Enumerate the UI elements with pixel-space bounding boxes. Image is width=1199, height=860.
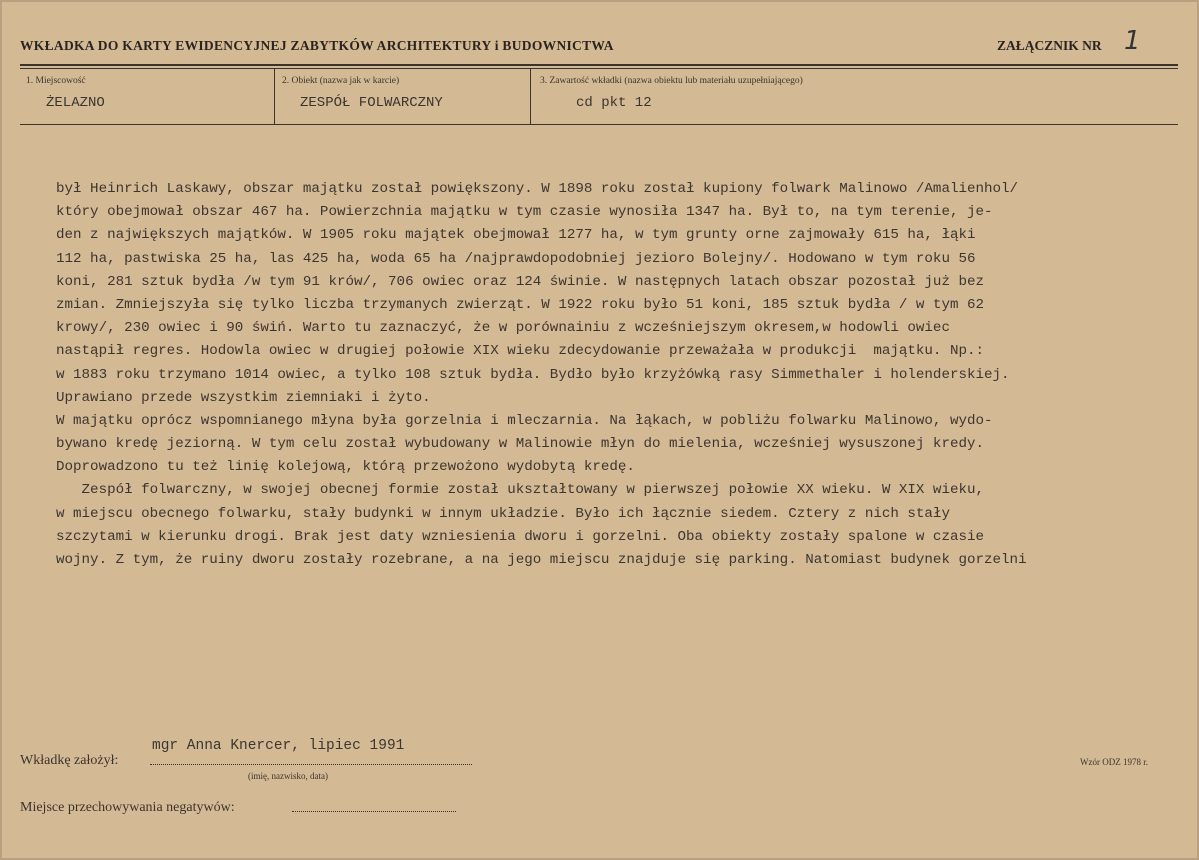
attachment-number: 1 [1124,26,1141,56]
field-content-value: cd pkt 12 [576,95,652,111]
negatives-label: Miejsce przechowywania negatywów: [20,800,235,815]
inserted-by-dotline [150,764,472,765]
text-line: zmian. Zmniejszyła się tylko liczba trzymanych zwierząt. W 1922 roku było 51 koni, 185 sztuk bydła / w tym 62 [56,296,985,313]
text-line: Doprowadzono tu też linię kolejową, którą przewożono wydobytą kredę. [56,459,635,476]
field-content-label: 3. Zawartość wkładki (nazwa obiektu lub materiału uzupełniającego) [540,76,803,86]
field-locality-label: 1. Miejscowość [26,76,86,86]
inserted-by-value: mgr Anna Knercer, lipiec 1991 [152,738,405,754]
text-line: Zespół folwarczny, w swojej obecnej formie został ukształtowany w pierwszej połowie XX wieku. W XIX wieku, [56,482,985,499]
field-object-value: ZESPÓŁ FOLWARCZNY [300,95,443,111]
text-line: wojny. Z tym, że ruiny dworu zostały rozebrane, a na jego miejscu znajduje się parking. Natomiast budynek gorzelni [56,552,1027,568]
text-line: 112 ha, pastwiska 25 ha, las 425 ha, woda 65 ha /najprawdopodobniej jezioro Bolejny/. Hodowano w tym roku 56 [56,250,976,267]
header-rule-thin [20,68,1178,69]
field-divider [274,68,275,124]
body-text [56,178,1199,572]
inserted-by-caption: (imię, nazwisko, data) [248,771,328,781]
text-line: był Heinrich Laskawy, obszar majątku został powiększony. W 1898 roku został kupiony folwark Malinowo /Amalienhol/ [56,181,1019,197]
text-line: który obejmował obszar 467 ha. Powierzchnia majątku w tym czasie wynosiła 1347 ha. Był to, na tym terenie, je- [56,204,993,221]
text-line: bywano kredę jeziorną. W tym celu został wybudowany w Malinowie młyn do mielenia, wcześniej wysuszonej kredy. [56,436,985,453]
negatives-dotline [292,811,456,812]
text-line: den z największych majątków. W 1905 roku majątek obejmował 1277 ha, w tym grunty orne zajmowały 615 ha, łąki [56,227,976,244]
field-locality-value: ŻELAZNO [46,95,105,111]
attachment-label: ZAŁĄCZNIK NR [997,38,1102,53]
text-line: nastąpił regres. Hodowla owiec w drugiej połowie XIX wieku zdecydowanie przeważała w produkcji majątku. Np.: [56,343,985,360]
field-object-label: 2. Obiekt (nazwa jak w karcie) [282,76,400,86]
text-line: krowy/, 230 owiec i 90 świń. Warto tu zaznaczyć, że w porównainiu z wcześniejszym okresem,w hodowli owiec [56,320,950,337]
header-rule [20,64,1178,66]
form-title: WKŁADKA DO KARTY EWIDENCYJNEJ ZABYTKÓW ARCHITEKTURY i BUDOWNICTWA [20,38,614,53]
text-line: koni, 281 sztuk bydła /w tym 91 krów/, 706 owiec oraz 124 świnie. W następnych latach obszar pozostał już bez [56,273,985,290]
text-line: w 1883 roku trzymano 1014 owiec, a tylko 108 sztuk bydła. Bydło było krzyżówką rasy Simmethaler i holenderskiej. [56,366,1010,383]
text-line: szczytami w kierunku drogi. Brak jest daty wzniesienia dworu i gorzelni. Oba obiekty zostały spalone w czasie [56,528,985,545]
text-line: W majątku oprócz wspomnianego młyna była gorzelnia i mleczarnia. Na łąkach, w pobliżu folwarku Malinowo, wydo- [56,412,993,429]
fields-rule [20,124,1178,125]
inserted-by-label: Wkładkę założył: [20,753,119,768]
text-line: w miejscu obecnego folwarku, stały budynki w innym układzie. Było ich łącznie siedem. Cztery z nich stały [56,505,950,522]
field-divider [530,68,531,124]
form-code: Wzór ODZ 1978 r. [1080,757,1148,767]
text-line: Uprawiano przede wszystkim ziemniaki i żyto. [56,389,431,406]
